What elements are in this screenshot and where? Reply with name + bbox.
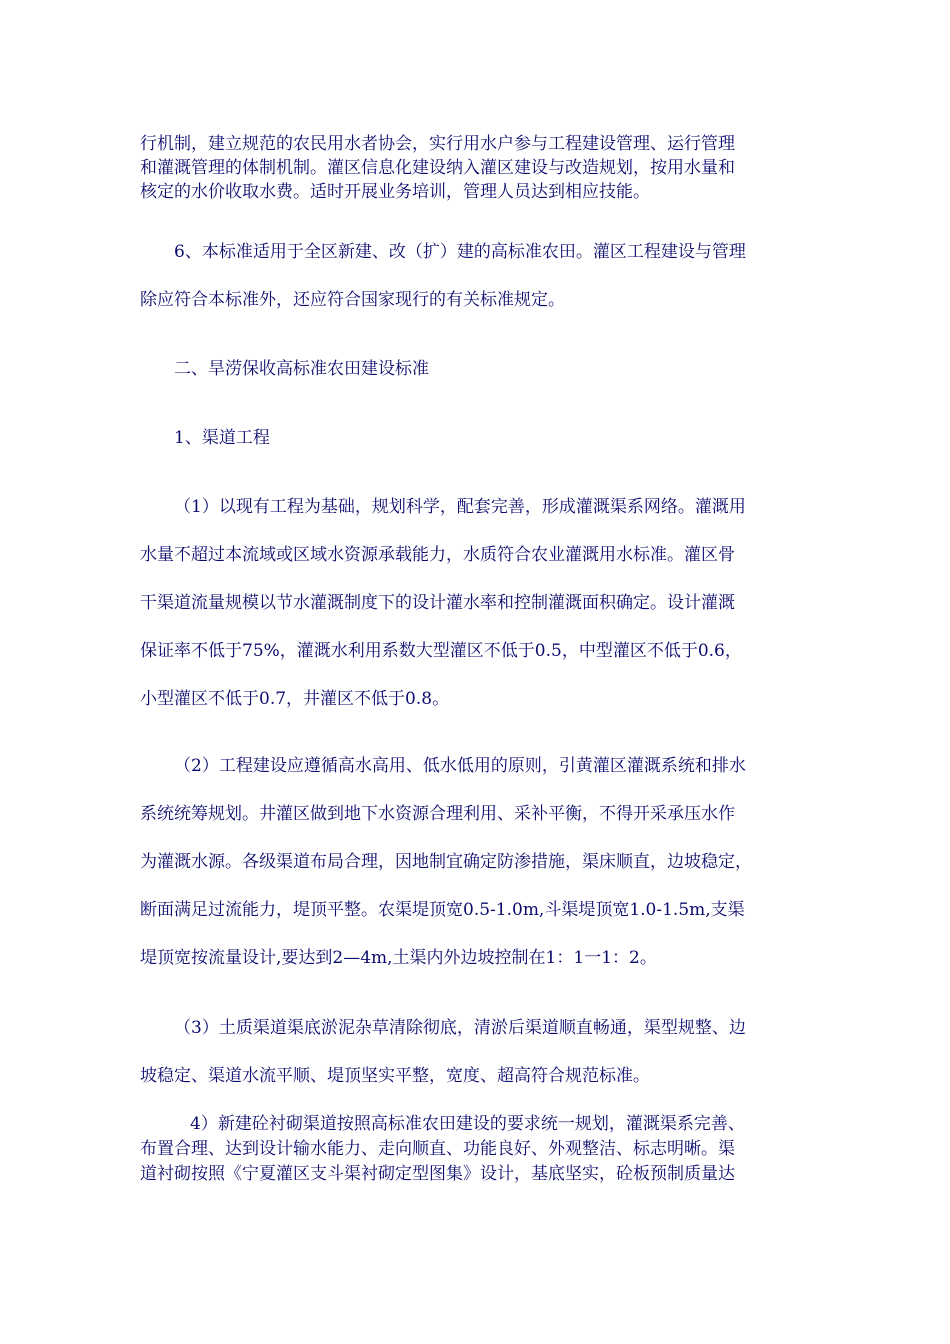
section-heading: 二、旱涝保收高标准农田建设标准 <box>174 359 429 379</box>
text-line: 水量不超过本流域或区域水资源承载能力，水质符合农业灌溉用水标准。灌区骨 <box>140 545 735 565</box>
text-line: 断面满足过流能力，堤顶平整。农渠堤顶宽0.5-1.0m,斗渠堤顶宽1.0-1.5m,支渠 <box>140 900 745 920</box>
text-line: 系统统筹规划。井灌区做到地下水资源合理利用、采补平衡，不得开采承压水作 <box>140 804 735 824</box>
text-line: 布置合理、达到设计输水能力、走向顺直、功能良好、外观整洁、标志明晰。渠 <box>140 1139 735 1159</box>
text-line: 4）新建砼衬砌渠道按照高标准农田建设的要求统一规划，灌溉渠系完善、 <box>190 1114 745 1134</box>
text-line: 堤顶宽按流量设计,要达到2—4m,土渠内外边坡控制在1：1一1：2。 <box>140 948 657 968</box>
text-line: 6、本标准适用于全区新建、改（扩）建的高标准农田。灌区工程建设与管理 <box>174 242 746 262</box>
text-line: （2）工程建设应遵循高水高用、低水低用的原则，引黄灌区灌溉系统和排水 <box>174 756 746 776</box>
text-line: 为灌溉水源。各级渠道布局合理，因地制宜确定防渗措施，渠床顺直，边坡稳定， <box>140 852 752 872</box>
text-line: 小型灌区不低于0.7，井灌区不低于0.8。 <box>140 689 450 709</box>
text-line: 核定的水价收取水费。适时开展业务培训，管理人员达到相应技能。 <box>140 182 650 202</box>
text-line: 干渠道流量规模以节水灌溉制度下的设计灌水率和控制灌溉面积确定。设计灌溉 <box>140 593 735 613</box>
text-line: （3）土质渠道渠底淤泥杂草清除彻底，清淤后渠道顺直畅通，渠型规整、边 <box>174 1018 746 1038</box>
text-line: 坡稳定、渠道水流平顺、堤顶坚实平整，宽度、超高符合规范标准。 <box>140 1066 650 1086</box>
text-line: 和灌溉管理的体制机制。灌区信息化建设纳入灌区建设与改造规划，按用水量和 <box>140 158 735 178</box>
text-line: 保证率不低于75%，灌溉水利用系数大型灌区不低于0.5，中型灌区不低于0.6， <box>140 641 742 661</box>
text-line: 道衬砌按照《宁夏灌区支斗渠衬砌定型图集》设计，基底坚实，砼板预制质量达 <box>140 1164 735 1184</box>
subsection-heading: 1、渠道工程 <box>174 428 270 448</box>
text-line: 除应符合本标准外，还应符合国家现行的有关标准规定。 <box>140 290 565 310</box>
text-line: （1）以现有工程为基础，规划科学，配套完善，形成灌溉渠系网络。灌溉用 <box>174 497 746 517</box>
text-line: 行机制，建立规范的农民用水者协会，实行用水户参与工程建设管理、运行管理 <box>140 134 735 154</box>
